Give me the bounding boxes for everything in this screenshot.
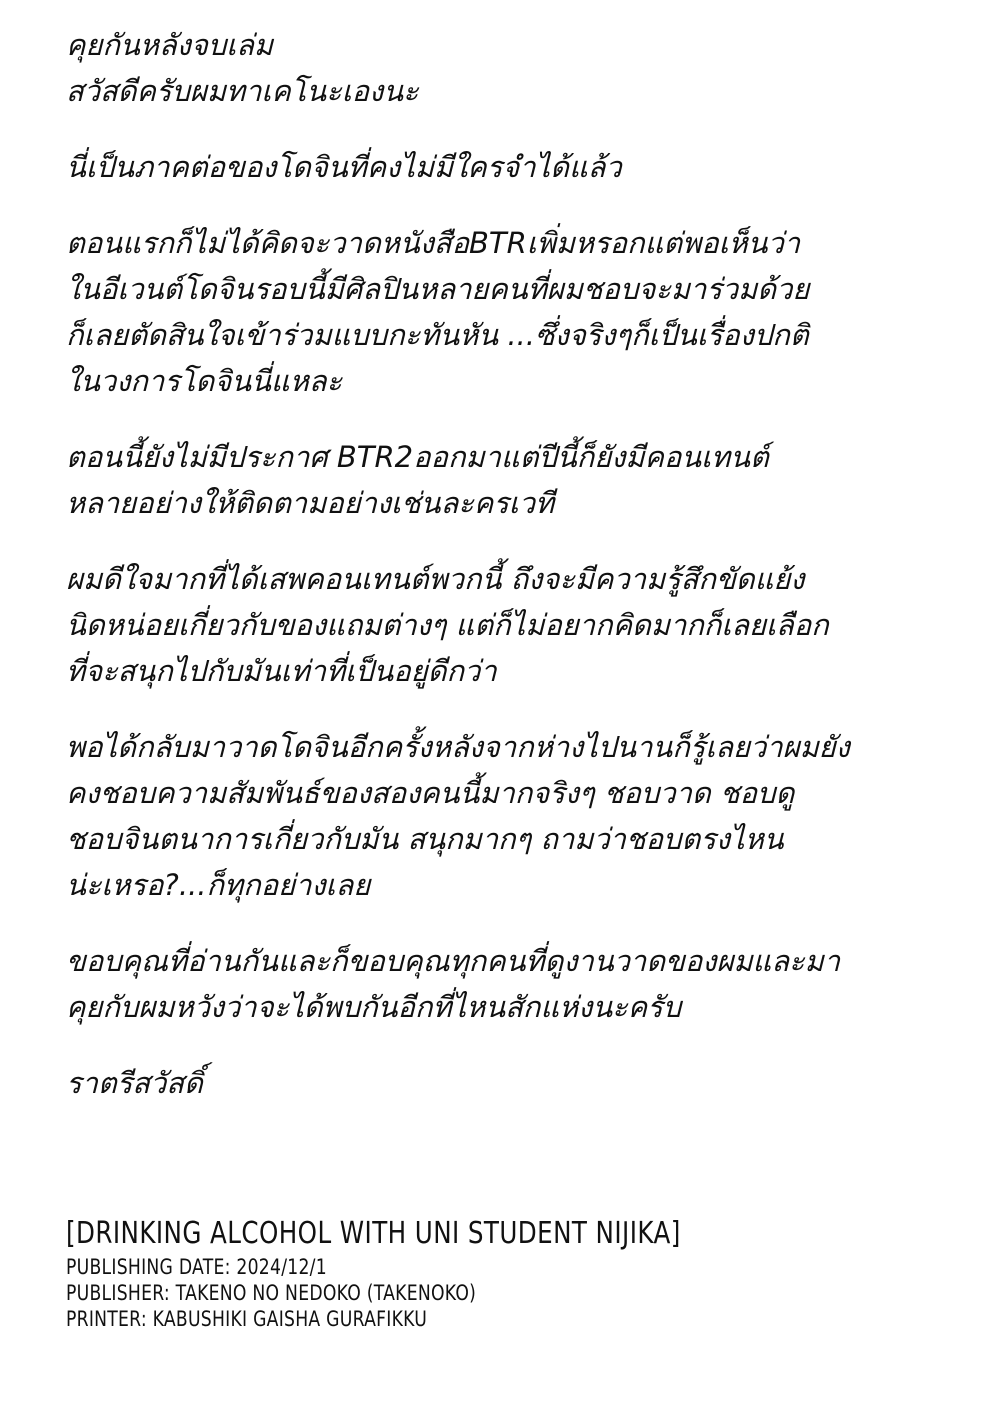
book-title: [DRINKING ALCOHOL WITH UNI STUDENT NIJIKA] (66, 1216, 681, 1251)
paragraph (66, 22, 966, 114)
text-line: ชอบจินตนาการเกี่ยวกับมัน สนุกมากๆ ถามว่าชอบตรงไหน (66, 822, 784, 856)
text-line: ตอนนี้ยังไม่มีประกาศ BTR2ออกมาแต่ปีนี้ก็ยังมีคอนเทนต์ (66, 440, 769, 474)
printer: PRINTER: KABUSHIKI GAISHA GURAFIKKU (66, 1307, 428, 1331)
signoff-text: ราตรีสวัสดิ์ (66, 1066, 203, 1100)
text-line: ตอนแรกก็ไม่ได้คิดจะวาดหนังสือBTRเพิ่มหรอกแต่พอเห็นว่า (66, 226, 801, 260)
text-line: นี่เป็นภาคต่อของโดจินที่คงไม่มีใครจำได้แล้ว (66, 150, 622, 184)
text-line: หลายอย่างให้ติดตามอย่างเช่นละครเวที (66, 486, 555, 520)
text-line: น่ะเหรอ?...ก็ทุกอย่างเลย (66, 868, 371, 902)
colophon (66, 1214, 946, 1332)
afterword-text (66, 22, 966, 1106)
paragraph (66, 144, 966, 190)
paragraph (66, 938, 966, 1030)
paragraph (66, 434, 966, 526)
text-line: คงชอบความสัมพันธ์ของสองคนนี้มากจริงๆ ชอบวาด ชอบดู (66, 776, 795, 810)
text-line: ก็เลยตัดสินใจเข้าร่วมแบบกะทันหัน ...ซึ่งจริงๆก็เป็นเรื่องปกติ (66, 318, 809, 352)
publishing-date: PUBLISHING DATE: 2024/12/1 (66, 1255, 327, 1279)
paragraph (66, 220, 966, 404)
text-line: ที่จะสนุกไปกับมันเท่าที่เป็นอยู่ดีกว่า (66, 654, 497, 688)
text-line: ในวงการโดจินนี่แหละ (66, 364, 343, 398)
publisher: PUBLISHER: TAKENO NO NEDOKO (TAKENOKO) (66, 1281, 477, 1305)
text-line: นิดหน่อยเกี่ยวกับของแถมต่างๆ แต่ก็ไม่อยากคิดมากก็เลยเลือก (66, 608, 829, 642)
text-line: คุยกับผมหวังว่าจะได้พบกันอีกที่ไหนสักแห่งนะครับ (66, 990, 682, 1024)
signoff (66, 1060, 966, 1106)
paragraph (66, 556, 966, 694)
text-line: พอได้กลับมาวาดโดจินอีกครั้งหลังจากห่างไปนานก็รู้เลยว่าผมยัง (66, 730, 850, 764)
text-line: ผมดีใจมากที่ได้เสพคอนเทนต์พวกนี้ ถึงจะมีความรู้สึกขัดแย้ง (66, 562, 805, 596)
text-line: ขอบคุณที่อ่านกันและก็ขอบคุณทุกคนที่ดูงานวาดของผมและมา (66, 944, 840, 978)
text-line: ในอีเวนต์โดจินรอบนี้มีศิลปินหลายคนที่ผมชอบจะมาร่วมด้วย (66, 272, 810, 306)
text-line: คุยกันหลังจบเล่ม (66, 28, 274, 62)
text-line: สวัสดีครับผมทาเคโนะเองนะ (66, 74, 419, 108)
paragraph (66, 724, 966, 908)
